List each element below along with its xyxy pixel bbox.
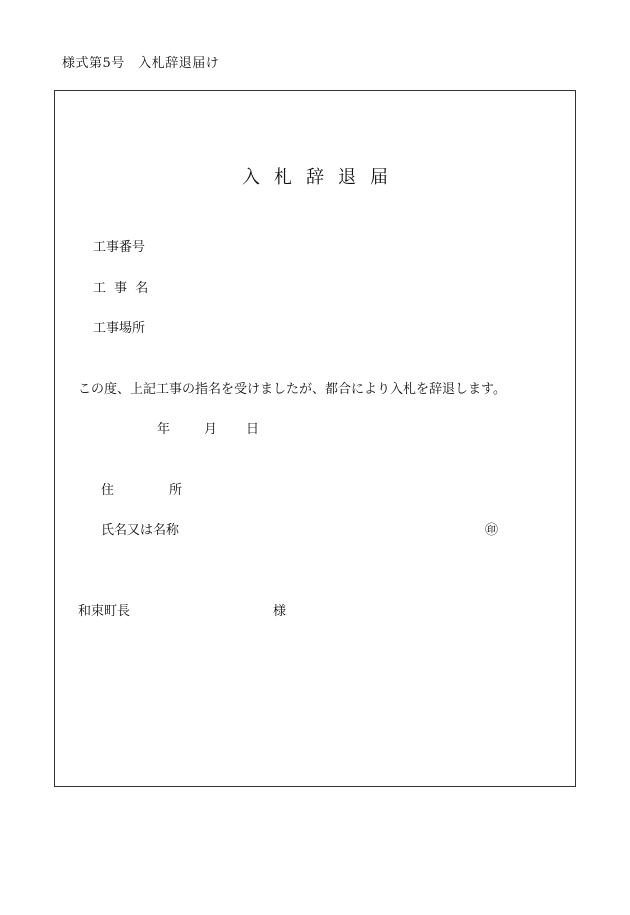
document-frame [54,90,576,787]
name-label: 氏名又は名称 [101,523,180,538]
address-label-start: 住 [101,483,115,498]
form-number-label: 様式第5号 入札辞退届け [62,56,220,71]
statement-text: この度、上記工事の指名を受けましたが、都合により入札を辞退します。 [78,382,506,397]
work-name-label: 工 事 名 [93,281,151,296]
document-title: 入札辞退届 [242,167,402,188]
address-label-end: 所 [169,483,183,498]
date-year: 年 [157,422,171,437]
date-day: 日 [246,422,260,437]
work-number-label: 工事番号 [93,240,146,255]
addressee-honorific: 様 [273,604,287,619]
date-month: 月 [204,422,218,437]
addressee-name: 和束町長 [78,604,131,619]
seal-mark: ㊞ [485,523,499,538]
work-location-label: 工事場所 [93,321,146,336]
